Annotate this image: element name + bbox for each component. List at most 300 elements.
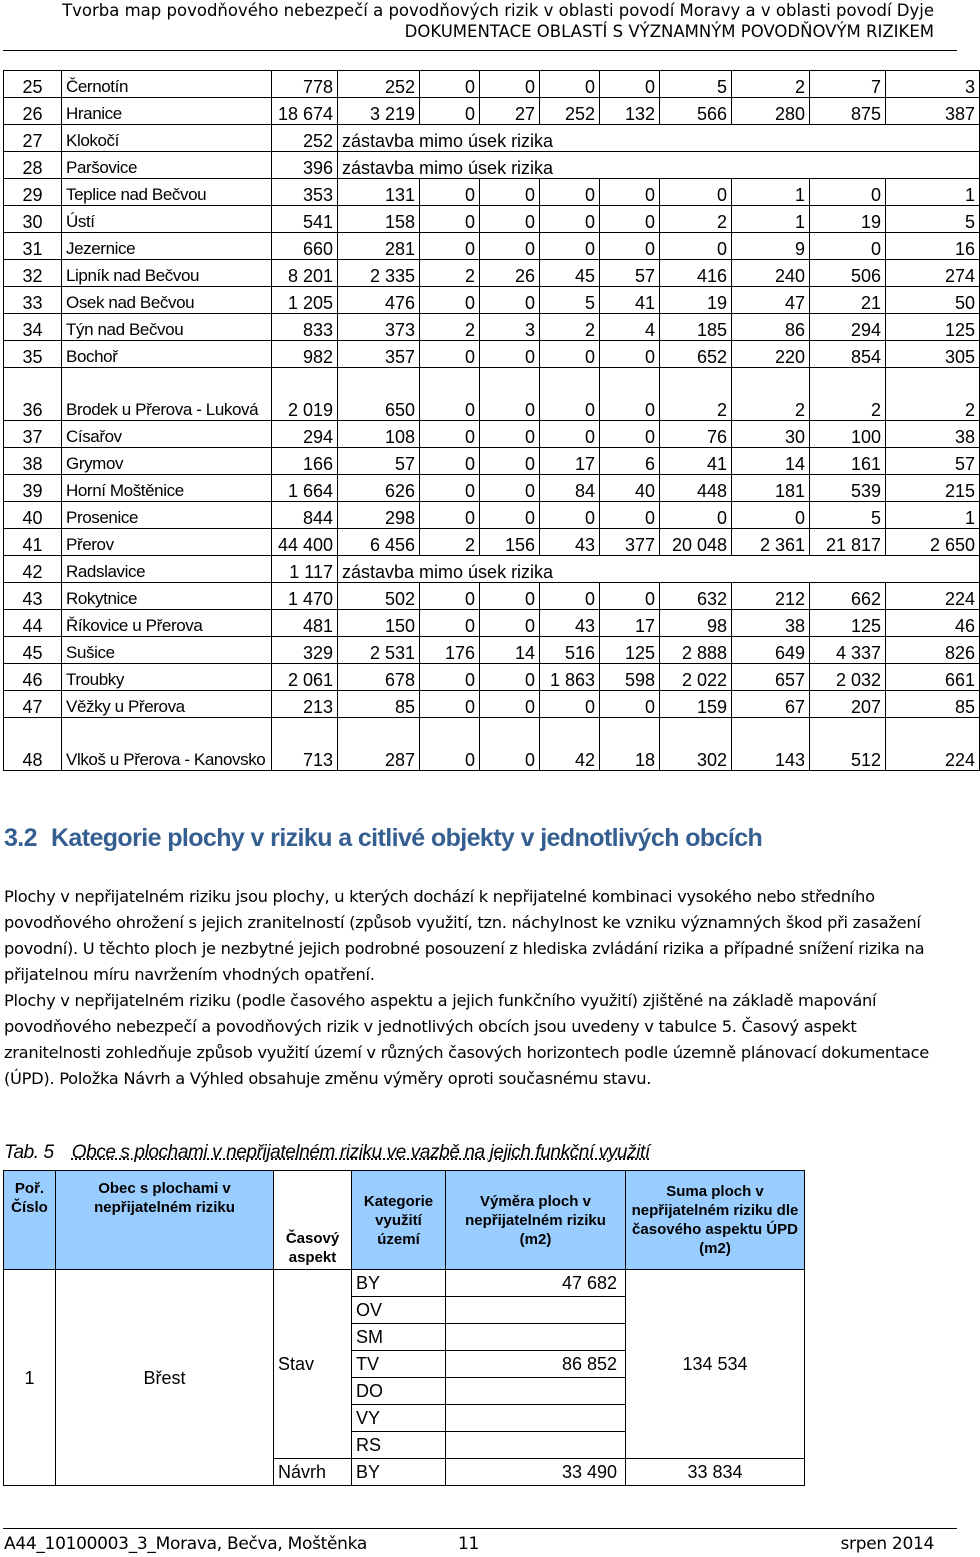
value-cell: 274 xyxy=(886,260,980,287)
value-cell: 166 xyxy=(272,448,338,475)
value-cell: 125 xyxy=(886,314,980,341)
value-cell: 2 xyxy=(420,260,480,287)
table-row xyxy=(4,368,980,421)
value-cell: 353 xyxy=(272,179,338,206)
value-cell: 41 xyxy=(600,287,660,314)
value-cell: 4 xyxy=(600,314,660,341)
value-cell: 252 xyxy=(540,98,600,125)
value-cell: 57 xyxy=(600,260,660,287)
value-cell: 2 888 xyxy=(660,637,732,664)
municipality-name: Troubky xyxy=(62,664,272,691)
value-cell: 5 xyxy=(886,206,980,233)
category-cell: TV xyxy=(352,1351,446,1378)
value-cell: 0 xyxy=(540,179,600,206)
table-row xyxy=(4,314,980,341)
row-number: 35 xyxy=(4,341,62,368)
value-cell: 98 xyxy=(660,610,732,637)
value-cell: 481 xyxy=(272,610,338,637)
area-cell xyxy=(446,1378,626,1405)
value-cell: 5 xyxy=(540,287,600,314)
value-cell: 2 xyxy=(540,314,600,341)
value-cell: 41 xyxy=(660,448,732,475)
value-cell: 0 xyxy=(540,206,600,233)
value-cell: 1 664 xyxy=(272,475,338,502)
note-cell: zástavba mimo úsek rizika xyxy=(338,125,980,152)
value-cell: 626 xyxy=(338,475,420,502)
category-cell: BY xyxy=(352,1270,446,1297)
value-cell: 20 048 xyxy=(660,529,732,556)
section-heading xyxy=(4,824,762,853)
value-cell: 387 xyxy=(886,98,980,125)
value-cell: 0 xyxy=(732,502,810,529)
value-cell: 294 xyxy=(272,421,338,448)
value-cell: 0 xyxy=(420,718,480,771)
value-cell: 833 xyxy=(272,314,338,341)
risk-areas-table xyxy=(3,1170,805,1486)
value-cell: 0 xyxy=(600,71,660,98)
value-cell: 0 xyxy=(480,664,540,691)
section-title: Kategorie plochy v riziku a citlivé objekty v jednotlivých obcích xyxy=(50,824,763,852)
value-cell: 150 xyxy=(338,610,420,637)
municipality-name: Říkovice u Přerova xyxy=(62,610,272,637)
value-cell: 0 xyxy=(480,502,540,529)
municipality-name: Rokytnice xyxy=(62,583,272,610)
value-cell: 0 xyxy=(420,287,480,314)
paragraph-1: Plochy v nepřijatelném riziku jsou plochy, u kterých dochází k nepřijatelné kombinaci vysokého nebo středního povodňového ohrožení s jejich zranitelností (způsob využití, tzn. náchylnost ke vzniku významných škod při zasažení povodní). U těchto ploch je nezbytné jejich podrobné posouzení z hlediska zvládání rizika a případné snížení rizika na přijatelnou míru navržením vhodných opatření. xyxy=(4,887,925,984)
table-header-row xyxy=(4,1171,805,1270)
paragraph-2: Plochy v nepřijatelném riziku (podle časového aspektu a jejich funkčního využití) zjištěné na základě mapování povodňového nebezpečí a povodňových rizik v jednotlivých obcích jsou uvedeny v tabulce 5. Časový aspekt zranitelnosti zohledňuje způsob využití území v různých časových horizontech podle územně plánovací dokumentace (ÚPD). Položka Návrh a Výhled obsahuje změnu výměry oproti současnému stavu. xyxy=(4,991,929,1088)
value-cell: 8 201 xyxy=(272,260,338,287)
value-cell: 713 xyxy=(272,718,338,771)
sum-cell: 33 834 xyxy=(626,1459,805,1486)
value-cell: 0 xyxy=(420,583,480,610)
value-cell: 6 456 xyxy=(338,529,420,556)
table-row xyxy=(4,1270,805,1297)
value-cell: 0 xyxy=(420,341,480,368)
section-number: 3.2 xyxy=(4,824,37,852)
row-number: 41 xyxy=(4,529,62,556)
row-number: 40 xyxy=(4,502,62,529)
value-cell: 57 xyxy=(886,448,980,475)
municipality-name: Radslavice xyxy=(62,556,272,583)
value-cell: 0 xyxy=(480,179,540,206)
table-row xyxy=(4,179,980,206)
value-cell: 0 xyxy=(420,610,480,637)
value-cell: 0 xyxy=(540,691,600,718)
value-cell: 2 xyxy=(420,314,480,341)
value-cell: 0 xyxy=(810,179,886,206)
value-cell: 294 xyxy=(810,314,886,341)
value-cell: 42 xyxy=(540,718,600,771)
value-cell: 1 xyxy=(732,206,810,233)
value-cell: 46 xyxy=(886,610,980,637)
municipality-name: Grymov xyxy=(62,448,272,475)
row-number: 38 xyxy=(4,448,62,475)
value-cell: 0 xyxy=(480,718,540,771)
value-cell: 649 xyxy=(732,637,810,664)
municipality-name: Černotín xyxy=(62,71,272,98)
value-cell: 0 xyxy=(420,664,480,691)
value-cell: 18 xyxy=(600,718,660,771)
table-row xyxy=(4,152,980,179)
value-cell: 0 xyxy=(420,502,480,529)
value-cell: 181 xyxy=(732,475,810,502)
value-cell: 2 xyxy=(732,368,810,421)
value-cell: 100 xyxy=(810,421,886,448)
value-cell: 2 531 xyxy=(338,637,420,664)
value-cell: 17 xyxy=(600,610,660,637)
header-cell-municipality: Obec s plochami v nepřijatelném riziku xyxy=(56,1171,274,1270)
value-cell: 213 xyxy=(272,691,338,718)
area-cell xyxy=(446,1432,626,1459)
row-number: 39 xyxy=(4,475,62,502)
row-number: 36 xyxy=(4,368,62,421)
value-cell: 125 xyxy=(600,637,660,664)
value-cell: 224 xyxy=(886,718,980,771)
value-cell: 5 xyxy=(660,71,732,98)
footer-doc-id: A44_10100003_3_Morava, Bečva, Moštěnka xyxy=(4,1534,368,1554)
value-cell: 1 863 xyxy=(540,664,600,691)
value-cell: 1 470 xyxy=(272,583,338,610)
value-cell: 287 xyxy=(338,718,420,771)
value-cell: 598 xyxy=(600,664,660,691)
value-cell: 0 xyxy=(540,368,600,421)
value-cell: 43 xyxy=(540,610,600,637)
header-cell-number: Poř. Číslo xyxy=(4,1171,56,1270)
table-row xyxy=(4,71,980,98)
table-caption xyxy=(4,1142,650,1164)
value-cell: 240 xyxy=(732,260,810,287)
value-cell: 5 xyxy=(810,502,886,529)
value-cell: 826 xyxy=(886,637,980,664)
value-cell: 2 xyxy=(420,529,480,556)
header-cell-area: Výměra ploch v nepřijatelném riziku (m2) xyxy=(446,1171,626,1270)
value-cell: 215 xyxy=(886,475,980,502)
value-cell: 108 xyxy=(338,421,420,448)
table-row xyxy=(4,583,980,610)
sum-cell: 134 534 xyxy=(626,1270,805,1459)
value-cell: 131 xyxy=(338,179,420,206)
value-cell: 566 xyxy=(660,98,732,125)
value-cell: 0 xyxy=(600,206,660,233)
value-cell: 0 xyxy=(480,71,540,98)
value-cell: 159 xyxy=(660,691,732,718)
value-cell: 18 674 xyxy=(272,98,338,125)
category-cell: DO xyxy=(352,1378,446,1405)
time-aspect-cell: Stav xyxy=(274,1270,352,1459)
value-cell: 539 xyxy=(810,475,886,502)
value-cell: 0 xyxy=(480,475,540,502)
value-cell: 86 xyxy=(732,314,810,341)
value-cell: 0 xyxy=(480,233,540,260)
value-cell: 0 xyxy=(600,583,660,610)
value-cell: 2 xyxy=(660,368,732,421)
value-cell: 0 xyxy=(420,691,480,718)
value-cell: 57 xyxy=(338,448,420,475)
page-header xyxy=(62,0,934,42)
value-cell: 0 xyxy=(480,287,540,314)
value-cell: 2 019 xyxy=(272,368,338,421)
table-row xyxy=(4,421,980,448)
row-number: 48 xyxy=(4,718,62,771)
value-cell: 185 xyxy=(660,314,732,341)
value-cell: 516 xyxy=(540,637,600,664)
value-cell: 17 xyxy=(540,448,600,475)
footer-divider xyxy=(3,1528,957,1529)
value-cell: 7 xyxy=(810,71,886,98)
value-cell: 0 xyxy=(540,421,600,448)
value-cell: 158 xyxy=(338,206,420,233)
category-cell: BY xyxy=(352,1459,446,1486)
row-number: 29 xyxy=(4,179,62,206)
header-cell-sum: Suma ploch v nepřijatelném riziku dle časového aspektu ÚPD (m2) xyxy=(626,1171,805,1270)
municipality-name: Brodek u Přerova - Luková xyxy=(62,368,272,421)
value-cell: 161 xyxy=(810,448,886,475)
table-row xyxy=(4,502,980,529)
value-cell: 0 xyxy=(420,179,480,206)
value-cell: 661 xyxy=(886,664,980,691)
value-cell: 357 xyxy=(338,341,420,368)
value-cell: 652 xyxy=(660,341,732,368)
value-cell: 502 xyxy=(338,583,420,610)
value-cell: 40 xyxy=(600,475,660,502)
footer-page-number: 11 xyxy=(458,1534,480,1554)
value-cell: 212 xyxy=(732,583,810,610)
value-cell: 44 400 xyxy=(272,529,338,556)
value-cell: 0 xyxy=(420,233,480,260)
row-number: 46 xyxy=(4,664,62,691)
value-cell: 6 xyxy=(600,448,660,475)
value-cell: 3 xyxy=(886,71,980,98)
value-cell: 2 361 xyxy=(732,529,810,556)
category-cell: SM xyxy=(352,1324,446,1351)
value-cell: 982 xyxy=(272,341,338,368)
value-cell: 0 xyxy=(420,98,480,125)
value-cell: 1 117 xyxy=(272,556,338,583)
value-cell: 0 xyxy=(420,421,480,448)
value-cell: 2 335 xyxy=(338,260,420,287)
table-row xyxy=(4,664,980,691)
value-cell: 875 xyxy=(810,98,886,125)
row-number: 47 xyxy=(4,691,62,718)
value-cell: 143 xyxy=(732,718,810,771)
value-cell: 280 xyxy=(732,98,810,125)
value-cell: 21 xyxy=(810,287,886,314)
value-cell: 224 xyxy=(886,583,980,610)
value-cell: 1 xyxy=(886,179,980,206)
row-number: 30 xyxy=(4,206,62,233)
value-cell: 3 219 xyxy=(338,98,420,125)
value-cell: 0 xyxy=(810,233,886,260)
value-cell: 252 xyxy=(338,71,420,98)
value-cell: 0 xyxy=(540,233,600,260)
note-cell: zástavba mimo úsek rizika xyxy=(338,556,980,583)
value-cell: 0 xyxy=(480,691,540,718)
value-cell: 281 xyxy=(338,233,420,260)
value-cell: 329 xyxy=(272,637,338,664)
municipality-name: Hranice xyxy=(62,98,272,125)
header-cell-category: Kategorie využití území xyxy=(352,1171,446,1270)
value-cell: 660 xyxy=(272,233,338,260)
value-cell: 844 xyxy=(272,502,338,529)
value-cell: 45 xyxy=(540,260,600,287)
value-cell: 512 xyxy=(810,718,886,771)
row-number: 28 xyxy=(4,152,62,179)
value-cell: 0 xyxy=(480,583,540,610)
value-cell: 38 xyxy=(732,610,810,637)
value-cell: 302 xyxy=(660,718,732,771)
value-cell: 0 xyxy=(420,368,480,421)
value-cell: 476 xyxy=(338,287,420,314)
table-row xyxy=(4,233,980,260)
value-cell: 220 xyxy=(732,341,810,368)
header-divider xyxy=(3,50,957,51)
value-cell: 30 xyxy=(732,421,810,448)
value-cell: 305 xyxy=(886,341,980,368)
value-cell: 2 061 xyxy=(272,664,338,691)
value-cell: 1 xyxy=(886,502,980,529)
value-cell: 9 xyxy=(732,233,810,260)
municipality-name: Lipník nad Bečvou xyxy=(62,260,272,287)
value-cell: 85 xyxy=(338,691,420,718)
value-cell: 2 650 xyxy=(886,529,980,556)
row-number: 33 xyxy=(4,287,62,314)
value-cell: 448 xyxy=(660,475,732,502)
footer-date: srpen 2014 xyxy=(840,1534,934,1554)
table-row xyxy=(4,529,980,556)
municipality-table xyxy=(3,70,980,771)
value-cell: 0 xyxy=(660,179,732,206)
municipality-name: Věžky u Přerova xyxy=(62,691,272,718)
area-cell: 47 682 xyxy=(446,1270,626,1297)
value-cell: 0 xyxy=(540,71,600,98)
value-cell: 38 xyxy=(886,421,980,448)
table-row xyxy=(4,260,980,287)
value-cell: 0 xyxy=(480,341,540,368)
value-cell: 1 xyxy=(732,179,810,206)
value-cell: 14 xyxy=(480,637,540,664)
value-cell: 19 xyxy=(660,287,732,314)
value-cell: 2 xyxy=(660,206,732,233)
value-cell: 650 xyxy=(338,368,420,421)
value-cell: 2 xyxy=(732,71,810,98)
value-cell: 2 032 xyxy=(810,664,886,691)
value-cell: 0 xyxy=(480,368,540,421)
value-cell: 67 xyxy=(732,691,810,718)
time-aspect-cell: Návrh xyxy=(274,1459,352,1486)
row-number: 32 xyxy=(4,260,62,287)
category-cell: OV xyxy=(352,1297,446,1324)
row-number: 1 xyxy=(4,1270,56,1486)
row-number: 25 xyxy=(4,71,62,98)
value-cell: 125 xyxy=(810,610,886,637)
table-row xyxy=(4,475,980,502)
table-row xyxy=(4,448,980,475)
value-cell: 0 xyxy=(540,341,600,368)
value-cell: 854 xyxy=(810,341,886,368)
header-cell-time-aspect: Časový aspekt xyxy=(274,1171,352,1270)
table-row xyxy=(4,637,980,664)
row-number: 45 xyxy=(4,637,62,664)
table-row xyxy=(4,287,980,314)
value-cell: 2 xyxy=(886,368,980,421)
value-cell: 16 xyxy=(886,233,980,260)
category-cell: RS xyxy=(352,1432,446,1459)
municipality-name: Bochoř xyxy=(62,341,272,368)
value-cell: 14 xyxy=(732,448,810,475)
value-cell: 43 xyxy=(540,529,600,556)
value-cell: 50 xyxy=(886,287,980,314)
municipality-name: Jezernice xyxy=(62,233,272,260)
value-cell: 21 817 xyxy=(810,529,886,556)
municipality-name: Paršovice xyxy=(62,152,272,179)
value-cell: 0 xyxy=(420,475,480,502)
caption-label: Tab. 5 xyxy=(4,1142,54,1163)
value-cell: 0 xyxy=(600,368,660,421)
area-cell: 86 852 xyxy=(446,1351,626,1378)
value-cell: 298 xyxy=(338,502,420,529)
municipality-name: Osek nad Bečvou xyxy=(62,287,272,314)
value-cell: 76 xyxy=(660,421,732,448)
table-row xyxy=(4,98,980,125)
value-cell: 0 xyxy=(480,610,540,637)
municipality-name: Císařov xyxy=(62,421,272,448)
municipality-name: Teplice nad Bečvou xyxy=(62,179,272,206)
value-cell: 3 xyxy=(480,314,540,341)
value-cell: 0 xyxy=(600,233,660,260)
area-cell xyxy=(446,1405,626,1432)
value-cell: 377 xyxy=(600,529,660,556)
value-cell: 47 xyxy=(732,287,810,314)
value-cell: 0 xyxy=(660,502,732,529)
value-cell: 2 022 xyxy=(660,664,732,691)
table-row xyxy=(4,691,980,718)
value-cell: 0 xyxy=(600,421,660,448)
value-cell: 156 xyxy=(480,529,540,556)
value-cell: 26 xyxy=(480,260,540,287)
value-cell: 416 xyxy=(660,260,732,287)
value-cell: 84 xyxy=(540,475,600,502)
value-cell: 0 xyxy=(420,71,480,98)
row-number: 43 xyxy=(4,583,62,610)
value-cell: 657 xyxy=(732,664,810,691)
value-cell: 2 xyxy=(810,368,886,421)
row-number: 34 xyxy=(4,314,62,341)
municipality-name: Ústí xyxy=(62,206,272,233)
value-cell: 27 xyxy=(480,98,540,125)
row-number: 42 xyxy=(4,556,62,583)
area-cell xyxy=(446,1297,626,1324)
caption-text: Obce s plochami v nepřijatelném riziku ve vazbě na jejich funkční využití xyxy=(71,1142,650,1163)
value-cell: 19 xyxy=(810,206,886,233)
value-cell: 0 xyxy=(480,206,540,233)
row-number: 44 xyxy=(4,610,62,637)
value-cell: 85 xyxy=(886,691,980,718)
area-cell: 33 490 xyxy=(446,1459,626,1486)
row-number: 31 xyxy=(4,233,62,260)
municipality-name: Sušice xyxy=(62,637,272,664)
value-cell: 0 xyxy=(480,421,540,448)
value-cell: 1 205 xyxy=(272,287,338,314)
value-cell: 0 xyxy=(600,502,660,529)
value-cell: 662 xyxy=(810,583,886,610)
table-row xyxy=(4,718,980,771)
municipality-name: Klokočí xyxy=(62,125,272,152)
value-cell: 396 xyxy=(272,152,338,179)
row-number: 37 xyxy=(4,421,62,448)
value-cell: 778 xyxy=(272,71,338,98)
note-cell: zástavba mimo úsek rizika xyxy=(338,152,980,179)
